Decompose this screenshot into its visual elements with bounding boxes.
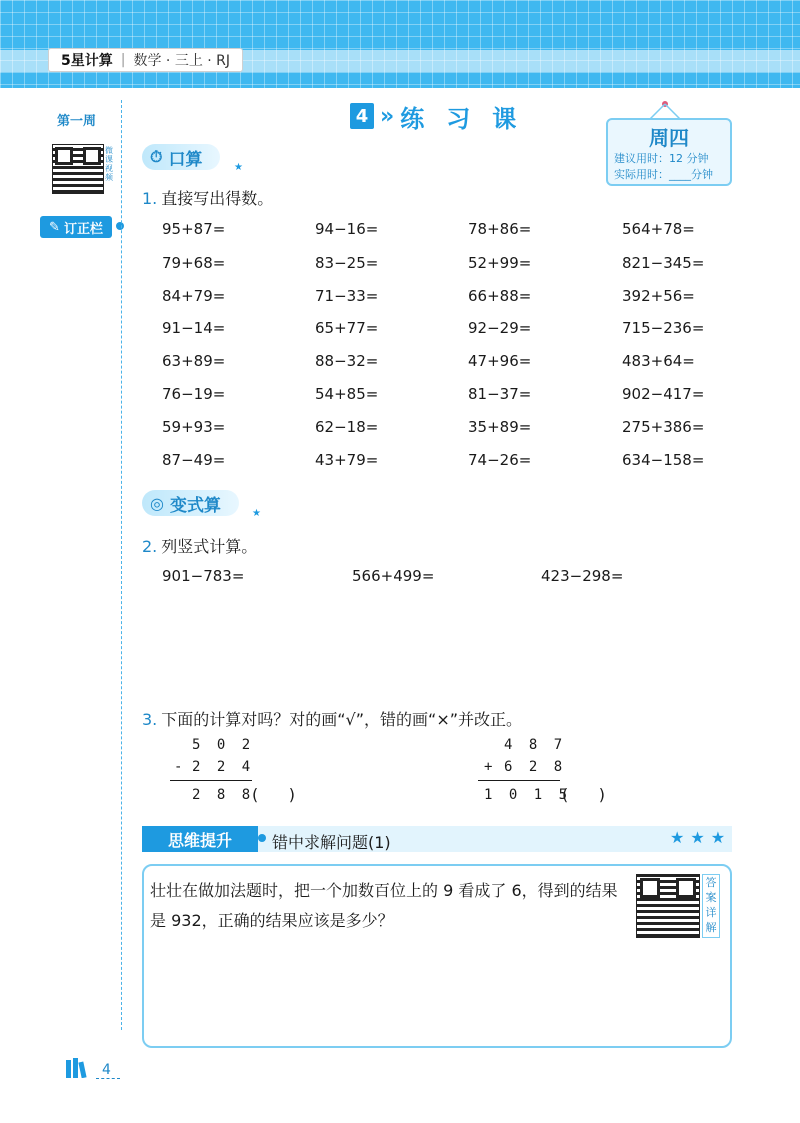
oral-expr: 92−29= (468, 319, 532, 337)
oral-expr: 52+99= (468, 254, 532, 272)
series-tag (48, 48, 243, 72)
correction-column-label: 订正栏 (63, 221, 103, 237)
calc-a-top: 5 0 2 (192, 737, 255, 753)
thinking-tag: 思维提升 (142, 826, 258, 852)
oral-expr: 71−33= (315, 287, 379, 305)
oral-expr: 81−37= (468, 385, 532, 403)
week-label: 第一周 (57, 114, 97, 129)
page-number: 4 (102, 1062, 111, 1078)
oral-expr: 78+86= (468, 220, 532, 238)
oral-expr: 483+64= (622, 352, 695, 370)
double-chevron-icon: » (380, 103, 395, 129)
oral-expr: 95+87= (162, 220, 226, 238)
oral-expr: 902−417= (622, 385, 705, 403)
question-3-text: 下面的计算对吗？对的画“√”，错的画“×”并改正。 (161, 710, 523, 729)
vertical-calc-expr: 901−783= (162, 567, 245, 585)
suggested-time: 建议用时：12 分钟 (614, 152, 709, 165)
star-icon: ★ (252, 508, 261, 519)
oral-expr: 63+89= (162, 352, 226, 370)
section-variant-label: 变式算 (169, 495, 221, 516)
oral-expr: 91−14= (162, 319, 226, 337)
difficulty-stars: ★★★ (670, 828, 732, 847)
section-oral-header (142, 144, 220, 170)
pencil-icon: ✎ (49, 219, 60, 235)
question-3-number: 3. (142, 710, 158, 729)
answer-qr-code-icon[interactable] (636, 874, 700, 938)
hanging-string-icon (645, 100, 685, 120)
day-title: 周四 (649, 126, 689, 150)
answer-detail-label: 答案详解 (702, 874, 720, 938)
lesson-number: 4 (350, 103, 374, 129)
actual-time: 实际用时：____分钟 (614, 168, 713, 181)
calc-b-result: 1 0 1 5 (484, 787, 572, 803)
question-1-text: 直接写出得数。 (161, 189, 274, 208)
calc-b-bracket[interactable]: ( ) (562, 785, 605, 804)
calc-b-operator: + (484, 759, 497, 775)
calc-a-bracket[interactable]: ( ) (252, 785, 295, 804)
section-oral-label: 口算 (168, 149, 203, 170)
calc-b-line (478, 780, 560, 781)
question-2-number: 2. (142, 537, 158, 556)
oral-expr: 87−49= (162, 451, 226, 469)
oral-expr: 634−158= (622, 451, 705, 469)
oral-expr: 35+89= (468, 418, 532, 436)
brand-separator: | (120, 52, 126, 68)
calc-a-result: 2 8 8 (192, 787, 255, 803)
header-banner (0, 0, 800, 88)
correction-dot (116, 222, 124, 230)
oral-expr: 275+386= (622, 418, 705, 436)
thinking-dot (258, 834, 266, 842)
day-card (606, 118, 732, 186)
question-1-number: 1. (142, 189, 158, 208)
oral-expr: 62−18= (315, 418, 379, 436)
oral-expr: 79+68= (162, 254, 226, 272)
oral-expr: 76−19= (162, 385, 226, 403)
oral-expr: 65+77= (315, 319, 379, 337)
books-icon (64, 1056, 94, 1078)
oral-expr: 83−25= (315, 254, 379, 272)
calc-b-top: 4 8 7 (504, 737, 567, 753)
oral-expr: 74−26= (468, 451, 532, 469)
margin-divider (121, 100, 122, 1030)
question-3-title (142, 707, 522, 730)
oral-expr: 54+85= (315, 385, 379, 403)
qr-code-icon[interactable] (52, 144, 104, 194)
oral-expr: 88−32= (315, 352, 379, 370)
subject-label: 数学 · 三上 · RJ (133, 53, 231, 69)
calc-a-line (170, 780, 252, 781)
oral-expr: 94−16= (315, 220, 379, 238)
oral-expr: 66+88= (468, 287, 532, 305)
calc-a-bottom: 2 2 4 (192, 759, 255, 775)
question-1-title (142, 186, 273, 209)
lesson-title-text: 练习课 (400, 104, 539, 133)
section-variant-header (142, 490, 239, 516)
oral-expr: 821−345= (622, 254, 705, 272)
vertical-calc-expr: 423−298= (541, 567, 624, 585)
question-2-title (142, 534, 257, 557)
correction-column-tag (40, 216, 112, 238)
oral-expr: 47+96= (468, 352, 532, 370)
oral-expr: 43+79= (315, 451, 379, 469)
calc-b-bottom: 6 2 8 (504, 759, 567, 775)
vertical-calc-expr: 566+499= (352, 567, 435, 585)
star-icon: ★ (234, 162, 243, 173)
stopwatch-icon: ⏱ (150, 147, 163, 166)
oral-expr: 84+79= (162, 287, 226, 305)
problem-text: 壮壮在做加法题时，把一个加数百位上的 9 看成了 6，得到的结果是 932，正确的结果应该是多少？ (150, 881, 618, 930)
oral-expr: 564+78= (622, 220, 695, 238)
brand-name: 5星计算 (61, 53, 113, 69)
page-number-underline (96, 1078, 120, 1079)
question-2-text: 列竖式计算。 (161, 537, 258, 556)
thinking-subtitle: 错中求解问题(1) (272, 833, 391, 852)
oral-expr: 715−236= (622, 319, 705, 337)
lesson-title (350, 100, 538, 132)
target-icon: ◎ (150, 493, 164, 513)
oral-expr: 392+56= (622, 287, 695, 305)
calc-a-operator: - (174, 759, 187, 775)
oral-expr: 59+93= (162, 418, 226, 436)
qr-caption: 微课视频 (105, 146, 113, 182)
